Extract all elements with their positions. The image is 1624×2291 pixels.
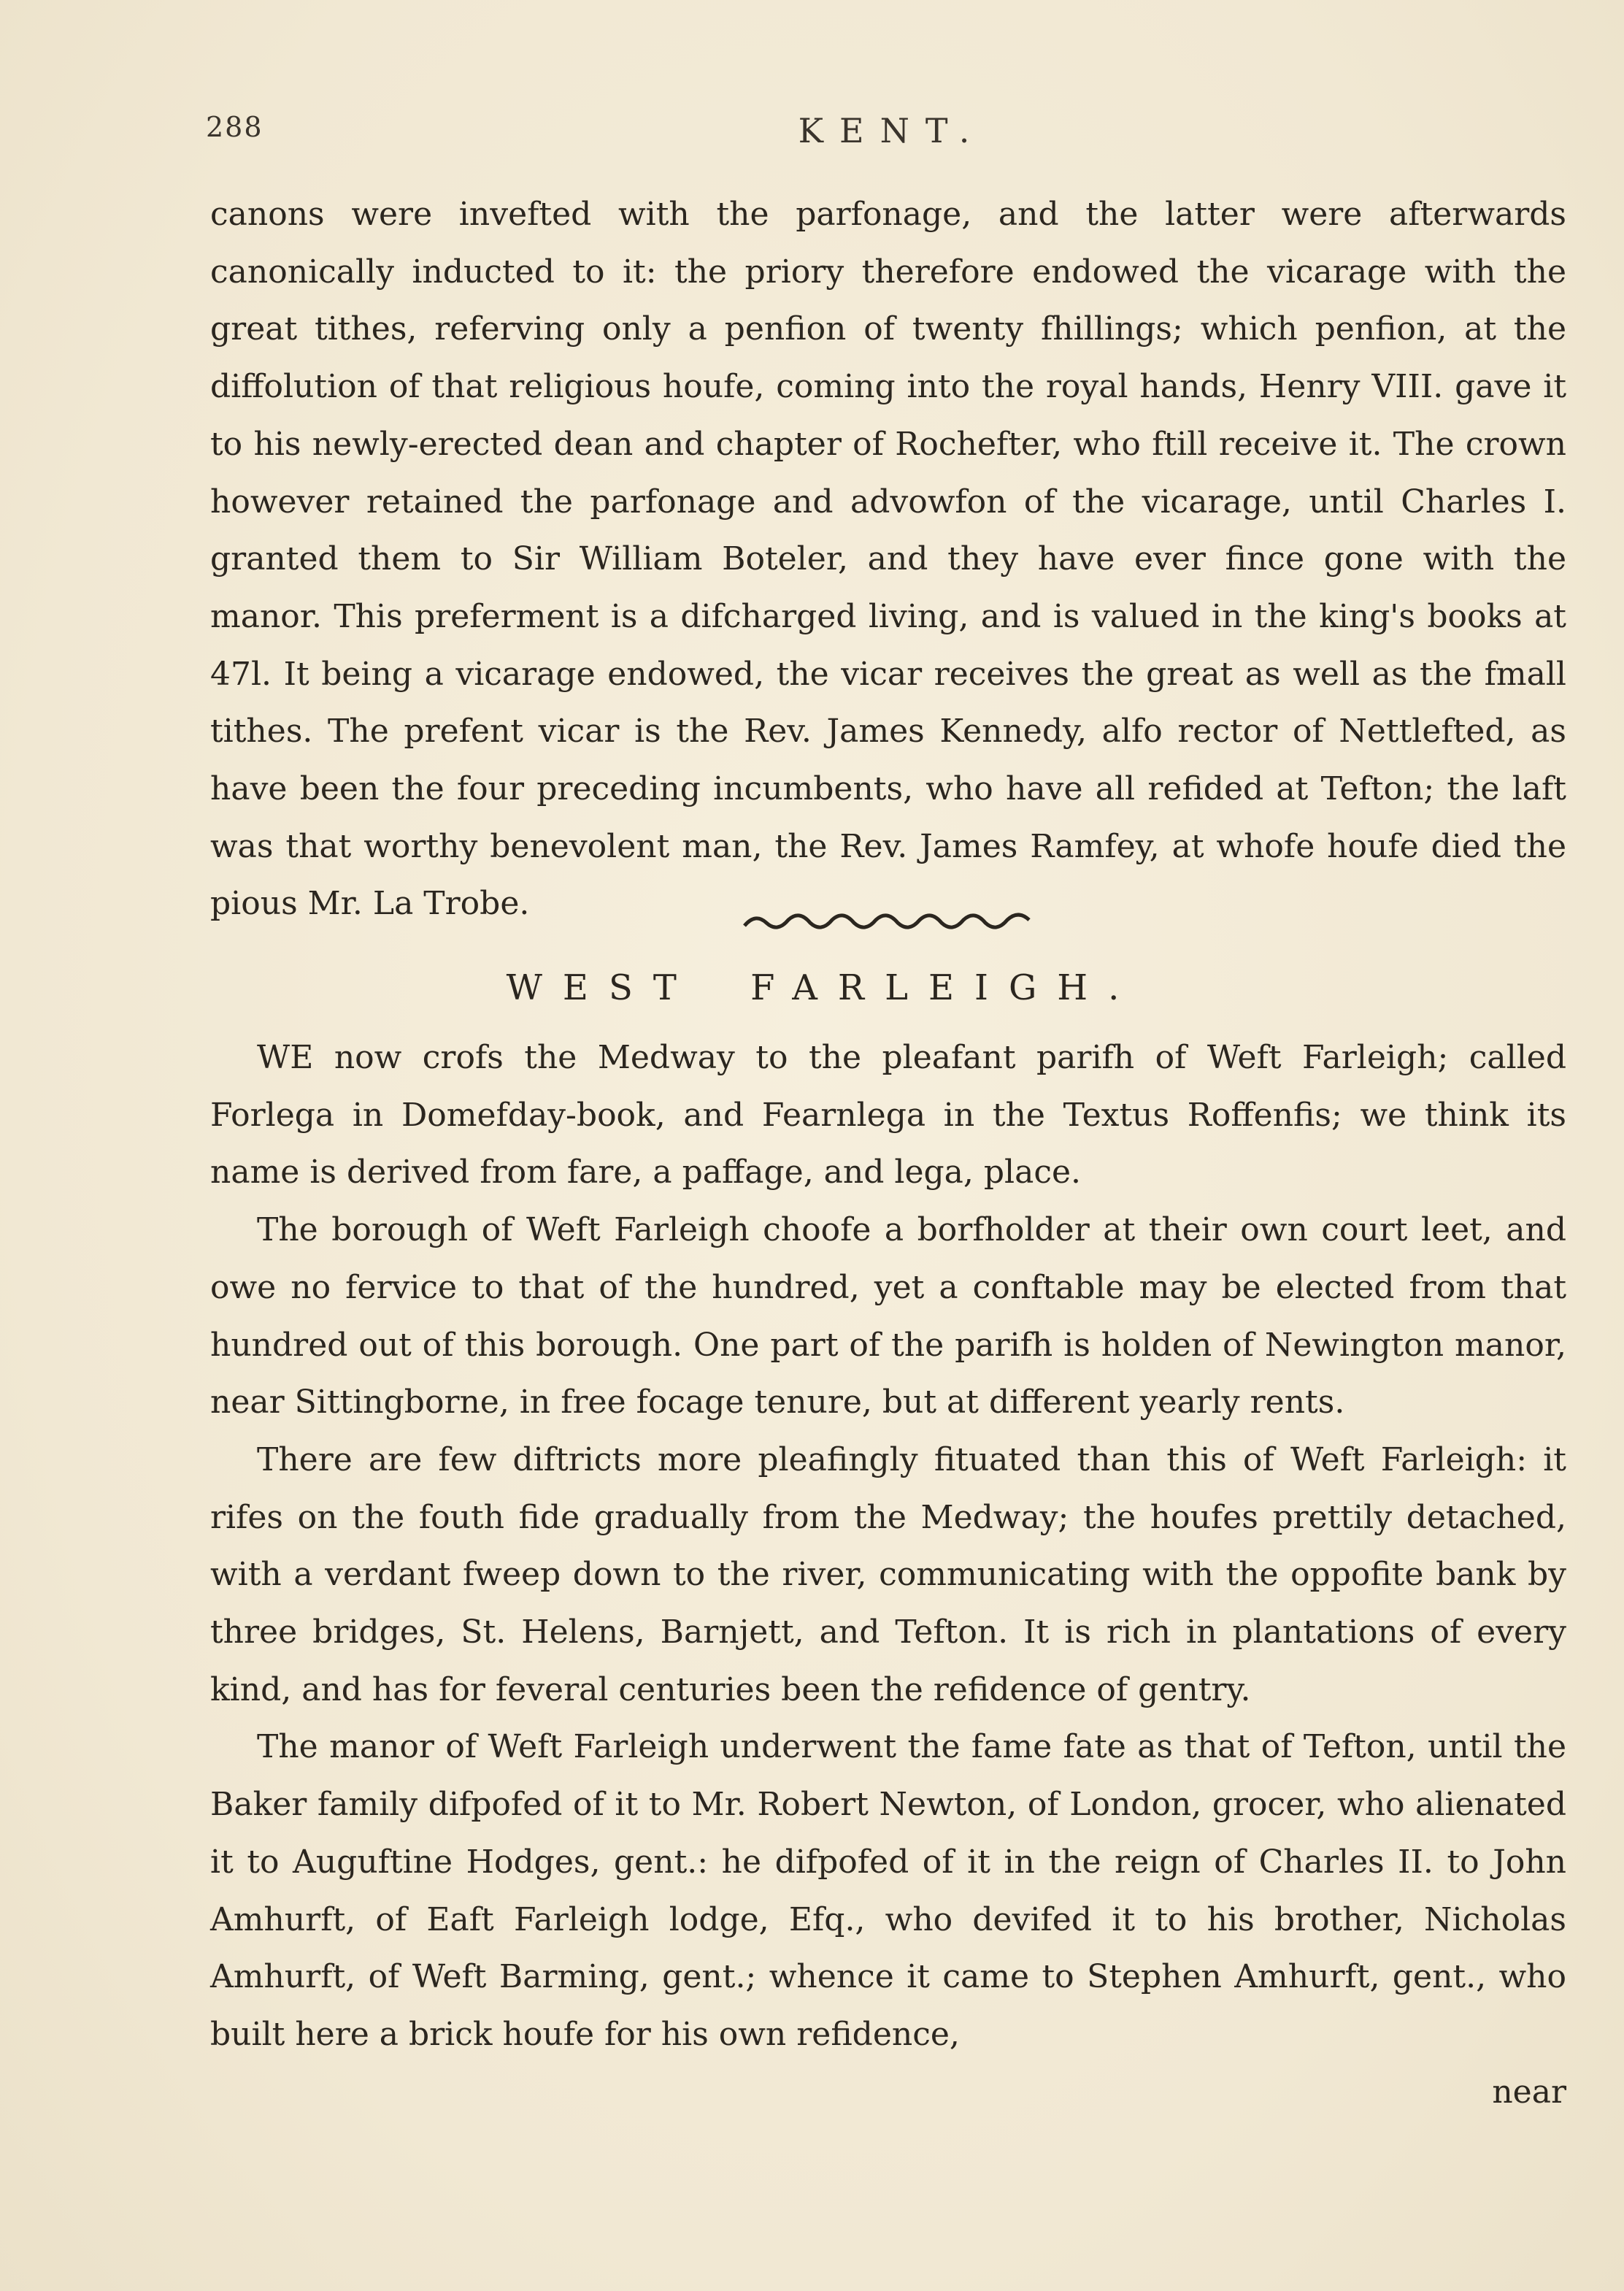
paragraph: The manor of Weft Farleigh underwent the fame fate as that of Tefton, until the Baker family difpofed of it to Mr. Robert Newton, of London, grocer, who alienated it to Auguftine Hodges, gent.: he difpofed of it in the reign of Charles II. to John Amhurft, of Eaft Farleigh lodge, Efq., who devifed it to his brother, Nicholas Amhurft, of Weft Barming, gent.; whence it came to Stephen Amhurft, gent., who built here a brick houfe for his own refidence, [210, 1728, 1566, 2053]
continued-paragraph [210, 186, 1566, 933]
running-head: KENT. [798, 111, 986, 150]
section-title [0, 967, 1624, 1008]
section-divider-ornament [737, 905, 1044, 935]
page-number: 288 [206, 111, 263, 143]
paragraph-continued-text: canons were invefted with the parfonage, and the latter were afterwards canonically inducted to it: the priory therefore endowed the vicarage with the great tithes, referving only a penfion of twenty fhillings; which penfion, at the diffolution of that religious houfe, coming into the royal hands, Henry VIII. gave it to his newly-erected dean and chapter of Rochefter, who ftill receive it. The crown however retained the parfonage and advowfon of the vicarage, until Charles I. granted them to Sir William Boteler, and they have ever fince gone with the manor. This preferment is a difcharged living, and is valued in the king's books at 47l. It being a vicarage endowed, the vicar receives the great as well as the fmall tithes. The prefent vicar is the Rev. James Kennedy, alfo rector of Nettlefted, as have been the four preceding incumbents, who have all refided at Tefton; the laft was that worthy benevolent man, the Rev. James Ramfey, at whofe houfe died the pious Mr. La Trobe. [210, 196, 1566, 923]
section-title-part-1: WEST [506, 967, 697, 1008]
section-title-part-2: FARLEIGH. [750, 967, 1140, 1008]
page-header [206, 111, 1578, 155]
paragraph: WE now crofs the Medway to the pleafant parifh of Weft Farleigh; called Forlega in Domefday-book, and Fearnlega in the Textus Roffenfis; we think its name is derived from fare, a paffage, and lega, place. [210, 1039, 1566, 1191]
catchword: near [1492, 2073, 1566, 2111]
section-body [210, 1029, 1566, 2121]
paragraph: The borough of Weft Farleigh choofe a borfholder at their own court leet, and owe no fervice to that of the hundred, yet a conftable may be elected from that hundred out of this borough. One part of the parifh is holden of Newington manor, near Sittingborne, in free focage tenure, but at different yearly rents. [210, 1211, 1566, 1421]
paragraph: There are few diftricts more pleafingly fituated than this of Weft Farleigh: it rifes on the fouth fide gradually from the Medway; the houfes prettily detached, with a verdant fweep down to the river, communicating with the oppofite bank by three bridges, St. Helens, Barnjett, and Tefton. It is rich in plantations of every kind, and has for feveral centuries been the refidence of gentry. [210, 1440, 1566, 1708]
